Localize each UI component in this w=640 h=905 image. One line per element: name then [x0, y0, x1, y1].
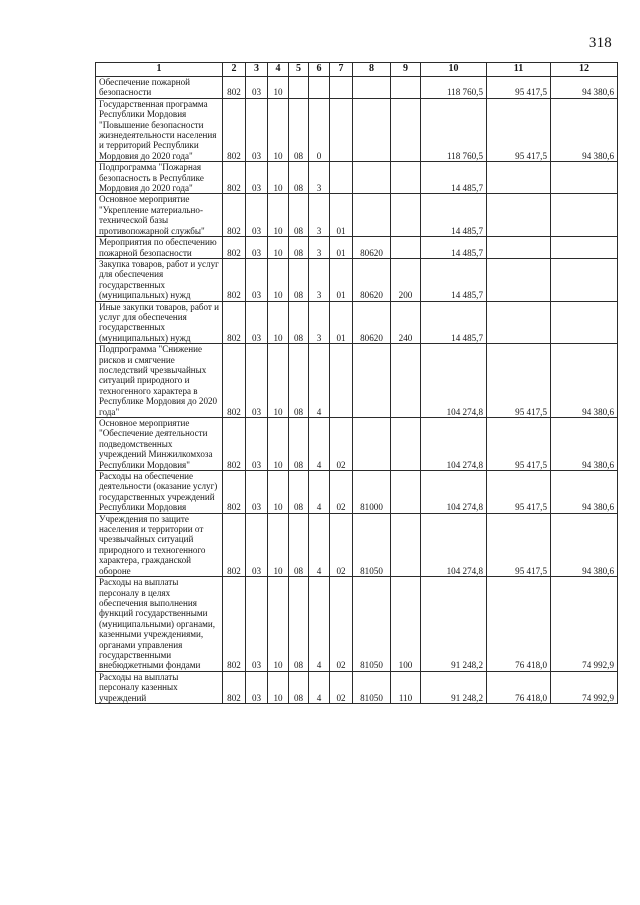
- amount-cell: 104 274,8: [421, 471, 487, 514]
- column-header: 8: [353, 63, 391, 77]
- row-name-cell: Мероприятия по обеспечению пожарной безопасности: [96, 237, 223, 259]
- amount-cell: 76 418,0: [487, 577, 551, 672]
- amount-cell: 95 417,5: [487, 513, 551, 576]
- code-cell: 80620: [353, 258, 391, 301]
- code-cell: 10: [268, 237, 289, 259]
- code-cell: 03: [246, 513, 268, 576]
- code-cell: 3: [309, 162, 330, 194]
- code-cell: 03: [246, 194, 268, 237]
- code-cell: 4: [309, 471, 330, 514]
- amount-cell: [551, 258, 618, 301]
- amount-cell: 14 485,7: [421, 258, 487, 301]
- code-cell: 10: [268, 344, 289, 418]
- code-cell: [353, 418, 391, 471]
- code-cell: 03: [246, 162, 268, 194]
- code-cell: 10: [268, 162, 289, 194]
- amount-cell: 14 485,7: [421, 162, 487, 194]
- code-cell: 10: [268, 258, 289, 301]
- column-header: 2: [223, 63, 246, 77]
- amount-cell: 74 992,9: [551, 577, 618, 672]
- code-cell: 10: [268, 577, 289, 672]
- code-cell: 03: [246, 77, 268, 99]
- code-cell: 80620: [353, 237, 391, 259]
- code-cell: 03: [246, 98, 268, 161]
- code-cell: 4: [309, 418, 330, 471]
- code-cell: [353, 77, 391, 99]
- code-cell: 10: [268, 98, 289, 161]
- code-cell: 03: [246, 237, 268, 259]
- table-row: [96, 344, 618, 418]
- table-row: [96, 577, 618, 672]
- code-cell: 802: [223, 258, 246, 301]
- code-cell: 4: [309, 577, 330, 672]
- column-header: 7: [330, 63, 353, 77]
- code-cell: 0: [309, 98, 330, 161]
- row-name-cell: Иные закупки товаров, работ и услуг для обеспечения государственных (муниципальных) нужд: [96, 301, 223, 344]
- amount-cell: [551, 194, 618, 237]
- amount-cell: 14 485,7: [421, 301, 487, 344]
- code-cell: 802: [223, 513, 246, 576]
- amount-cell: 14 485,7: [421, 194, 487, 237]
- column-header: 4: [268, 63, 289, 77]
- code-cell: 03: [246, 471, 268, 514]
- code-cell: 08: [289, 577, 309, 672]
- amount-cell: 104 274,8: [421, 418, 487, 471]
- code-cell: [330, 344, 353, 418]
- code-cell: 01: [330, 301, 353, 344]
- table-row: [96, 162, 618, 194]
- code-cell: 02: [330, 513, 353, 576]
- code-cell: 03: [246, 577, 268, 672]
- amount-cell: 104 274,8: [421, 344, 487, 418]
- code-cell: [353, 162, 391, 194]
- code-cell: 802: [223, 77, 246, 99]
- code-cell: 03: [246, 301, 268, 344]
- amount-cell: 14 485,7: [421, 237, 487, 259]
- code-cell: 4: [309, 344, 330, 418]
- code-cell: 01: [330, 194, 353, 237]
- budget-table: [95, 62, 618, 704]
- code-cell: 110: [391, 671, 421, 703]
- code-cell: 200: [391, 258, 421, 301]
- amount-cell: 95 417,5: [487, 471, 551, 514]
- amount-cell: [487, 258, 551, 301]
- amount-cell: [487, 301, 551, 344]
- code-cell: 10: [268, 513, 289, 576]
- table-header-row: [96, 63, 618, 77]
- code-cell: 4: [309, 671, 330, 703]
- table-row: [96, 301, 618, 344]
- code-cell: [391, 194, 421, 237]
- code-cell: 81050: [353, 577, 391, 672]
- row-name-cell: Учреждения по защите населения и территории от чрезвычайных ситуаций природного и техногенного характера, гражданской обороне: [96, 513, 223, 576]
- code-cell: 802: [223, 577, 246, 672]
- table-row: [96, 418, 618, 471]
- code-cell: 08: [289, 162, 309, 194]
- code-cell: 100: [391, 577, 421, 672]
- column-header: 1: [96, 63, 223, 77]
- code-cell: [391, 471, 421, 514]
- code-cell: 01: [330, 258, 353, 301]
- row-name-cell: Основное мероприятие "Укрепление материально-технической базы противопожарной службы": [96, 194, 223, 237]
- page-number: 318: [588, 35, 612, 51]
- column-header: 6: [309, 63, 330, 77]
- code-cell: 08: [289, 418, 309, 471]
- code-cell: 3: [309, 194, 330, 237]
- code-cell: 802: [223, 237, 246, 259]
- code-cell: 08: [289, 471, 309, 514]
- code-cell: 81050: [353, 513, 391, 576]
- row-name-cell: Расходы на выплаты персоналу в целях обеспечения выполнения функций государственными (муниципальными) органами, казенными учреждениями, органами управления государственными внебюджетными фондами: [96, 577, 223, 672]
- row-name-cell: Основное мероприятие "Обеспечение деятельности подведомственных учреждений Минжилкомхоза Республики Мордовия": [96, 418, 223, 471]
- column-header: 10: [421, 63, 487, 77]
- code-cell: 08: [289, 513, 309, 576]
- amount-cell: 76 418,0: [487, 671, 551, 703]
- code-cell: 802: [223, 671, 246, 703]
- column-header: 11: [487, 63, 551, 77]
- row-name-cell: Подпрограмма "Пожарная безопасность в Республике Мордовия до 2020 года": [96, 162, 223, 194]
- column-header: 12: [551, 63, 618, 77]
- amount-cell: 91 248,2: [421, 577, 487, 672]
- code-cell: [391, 513, 421, 576]
- code-cell: 08: [289, 344, 309, 418]
- code-cell: 02: [330, 671, 353, 703]
- code-cell: 802: [223, 301, 246, 344]
- row-name-cell: Расходы на обеспечение деятельности (оказание услуг) государственных учреждений Республики Мордовия: [96, 471, 223, 514]
- code-cell: [353, 98, 391, 161]
- code-cell: 03: [246, 344, 268, 418]
- code-cell: [330, 77, 353, 99]
- code-cell: [330, 98, 353, 161]
- amount-cell: 94 380,6: [551, 513, 618, 576]
- amount-cell: 74 992,9: [551, 671, 618, 703]
- code-cell: 10: [268, 301, 289, 344]
- amount-cell: 104 274,8: [421, 513, 487, 576]
- code-cell: [391, 237, 421, 259]
- amount-cell: [551, 301, 618, 344]
- table-row: [96, 98, 618, 161]
- code-cell: 02: [330, 577, 353, 672]
- table-row: [96, 77, 618, 99]
- code-cell: 08: [289, 258, 309, 301]
- code-cell: 240: [391, 301, 421, 344]
- column-header: 3: [246, 63, 268, 77]
- code-cell: 08: [289, 98, 309, 161]
- amount-cell: 95 417,5: [487, 418, 551, 471]
- code-cell: 08: [289, 237, 309, 259]
- code-cell: 03: [246, 671, 268, 703]
- code-cell: [309, 77, 330, 99]
- amount-cell: 118 760,5: [421, 77, 487, 99]
- code-cell: 3: [309, 237, 330, 259]
- column-header: 9: [391, 63, 421, 77]
- amount-cell: 91 248,2: [421, 671, 487, 703]
- code-cell: [353, 344, 391, 418]
- amount-cell: [487, 237, 551, 259]
- code-cell: [289, 77, 309, 99]
- code-cell: 81050: [353, 671, 391, 703]
- row-name-cell: Подпрограмма "Снижение рисков и смягчение последствий чрезвычайных ситуаций природного и техногенного характера в Республике Мордовия до 2020 года": [96, 344, 223, 418]
- amount-cell: 94 380,6: [551, 98, 618, 161]
- code-cell: 08: [289, 194, 309, 237]
- code-cell: 01: [330, 237, 353, 259]
- code-cell: 10: [268, 77, 289, 99]
- row-name-cell: Государственная программа Республики Мордовия "Повышение безопасности жизнедеятельности населения и территорий Республики Мордовия до 2020 года": [96, 98, 223, 161]
- code-cell: [391, 162, 421, 194]
- table-body: [96, 77, 618, 704]
- code-cell: 10: [268, 671, 289, 703]
- amount-cell: 95 417,5: [487, 344, 551, 418]
- code-cell: 10: [268, 471, 289, 514]
- code-cell: 3: [309, 301, 330, 344]
- table-row: [96, 194, 618, 237]
- code-cell: 802: [223, 162, 246, 194]
- amount-cell: [551, 162, 618, 194]
- code-cell: [391, 418, 421, 471]
- table-row: [96, 471, 618, 514]
- table-row: [96, 671, 618, 703]
- code-cell: 10: [268, 418, 289, 471]
- code-cell: 4: [309, 513, 330, 576]
- amount-cell: [487, 162, 551, 194]
- code-cell: 802: [223, 194, 246, 237]
- amount-cell: 94 380,6: [551, 344, 618, 418]
- row-name-cell: Расходы на выплаты персоналу казенных учреждений: [96, 671, 223, 703]
- code-cell: 802: [223, 418, 246, 471]
- code-cell: 802: [223, 471, 246, 514]
- code-cell: 02: [330, 418, 353, 471]
- code-cell: 08: [289, 671, 309, 703]
- code-cell: [391, 77, 421, 99]
- amount-cell: 94 380,6: [551, 77, 618, 99]
- code-cell: 802: [223, 98, 246, 161]
- code-cell: 80620: [353, 301, 391, 344]
- amount-cell: 94 380,6: [551, 471, 618, 514]
- amount-cell: 94 380,6: [551, 418, 618, 471]
- code-cell: [330, 162, 353, 194]
- amount-cell: 118 760,5: [421, 98, 487, 161]
- row-name-cell: Обеспечение пожарной безопасности: [96, 77, 223, 99]
- row-name-cell: Закупка товаров, работ и услуг для обеспечения государственных (муниципальных) нужд: [96, 258, 223, 301]
- code-cell: 3: [309, 258, 330, 301]
- table-row: [96, 513, 618, 576]
- amount-cell: 95 417,5: [487, 77, 551, 99]
- code-cell: [391, 98, 421, 161]
- code-cell: 81000: [353, 471, 391, 514]
- amount-cell: [551, 237, 618, 259]
- code-cell: [353, 194, 391, 237]
- code-cell: 02: [330, 471, 353, 514]
- code-cell: 03: [246, 418, 268, 471]
- column-header: 5: [289, 63, 309, 77]
- code-cell: 802: [223, 344, 246, 418]
- table-row: [96, 237, 618, 259]
- code-cell: 08: [289, 301, 309, 344]
- table-row: [96, 258, 618, 301]
- amount-cell: [487, 194, 551, 237]
- code-cell: [391, 344, 421, 418]
- amount-cell: 95 417,5: [487, 98, 551, 161]
- code-cell: 10: [268, 194, 289, 237]
- code-cell: 03: [246, 258, 268, 301]
